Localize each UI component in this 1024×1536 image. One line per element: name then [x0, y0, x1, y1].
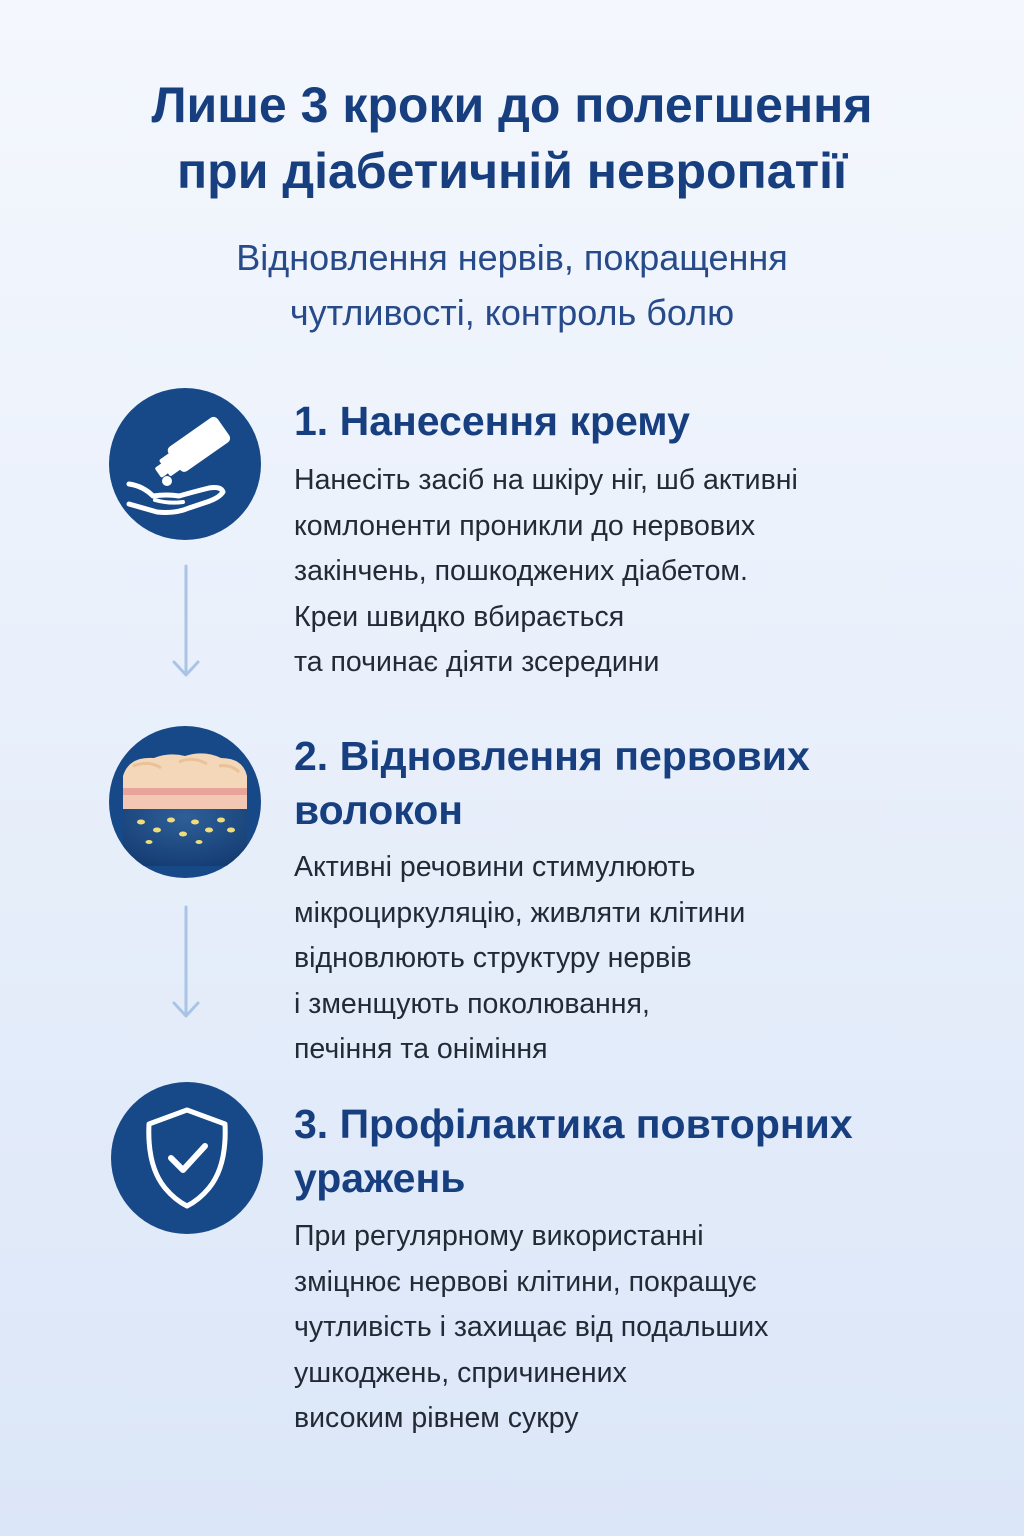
- step-2-text-line: відновлюють структуру нервів: [294, 942, 692, 974]
- step-2-text-line: Активні речовини стимулюють: [294, 851, 696, 883]
- step-1-text-line: комлоненти проникли до нервових: [294, 509, 756, 542]
- step-2-text-line: печіння та оніміння: [294, 1033, 548, 1065]
- step-1-text-line: Креи швидко вбирається: [294, 600, 625, 633]
- step-1-title: [294, 394, 690, 448]
- page-subtitle-line: Відновлення нервів, покращення: [236, 237, 788, 278]
- down-arrow-icon: [166, 903, 206, 1023]
- step-2-title-line: волокон: [294, 787, 464, 833]
- step-2-title: [294, 729, 810, 837]
- page-title-line: Лише 3 кроки до полегшення: [151, 77, 873, 133]
- page-title-line: при діабетичній невропатії: [176, 143, 848, 199]
- step-1-text-line: закінчень, пошкоджених діабетом.: [294, 555, 748, 587]
- skin-layers-icon: [109, 726, 261, 878]
- step-1-text-line: та починає діяти зсередини: [294, 646, 660, 678]
- page-subtitle: [80, 230, 944, 340]
- down-arrow-icon: [166, 562, 206, 682]
- step-3-title-line: уражень: [294, 1155, 466, 1201]
- step-1-text: [294, 458, 798, 686]
- step-1-title-line: 1. Нанесення крему: [294, 398, 690, 444]
- step-3-text-line: При регулярному використанні: [294, 1220, 704, 1252]
- step-3-title: [294, 1097, 853, 1205]
- step-3-text: [294, 1214, 768, 1442]
- step-3-text-line: чутливість і захищає від подальших: [294, 1311, 769, 1343]
- step-2-text-line: мікроциркуляцію, живляти клітини: [294, 896, 746, 929]
- step-3-text-line: високим рівнем сукру: [294, 1402, 579, 1434]
- step-3-text-line: ушкоджень, спричинених: [294, 1356, 627, 1389]
- step-1-text-line: Нанесіть засіб на шкіру ніг, шб активні: [294, 464, 798, 496]
- step-2-text-line: і зменщують поколювання,: [294, 987, 650, 1020]
- page-title: [40, 72, 984, 204]
- cream-tube-hand-icon: [109, 388, 261, 540]
- page-subtitle-line: чутливості, контроль болю: [289, 292, 735, 333]
- step-2-text: [294, 845, 745, 1073]
- shield-check-icon: [111, 1082, 263, 1234]
- step-3-text-line: зміцнює нервові клітини, покращує: [294, 1265, 757, 1298]
- step-3-title-line: 3. Профілактика повторних: [294, 1101, 853, 1147]
- step-2-title-line: 2. Відновлення первових: [294, 733, 810, 779]
